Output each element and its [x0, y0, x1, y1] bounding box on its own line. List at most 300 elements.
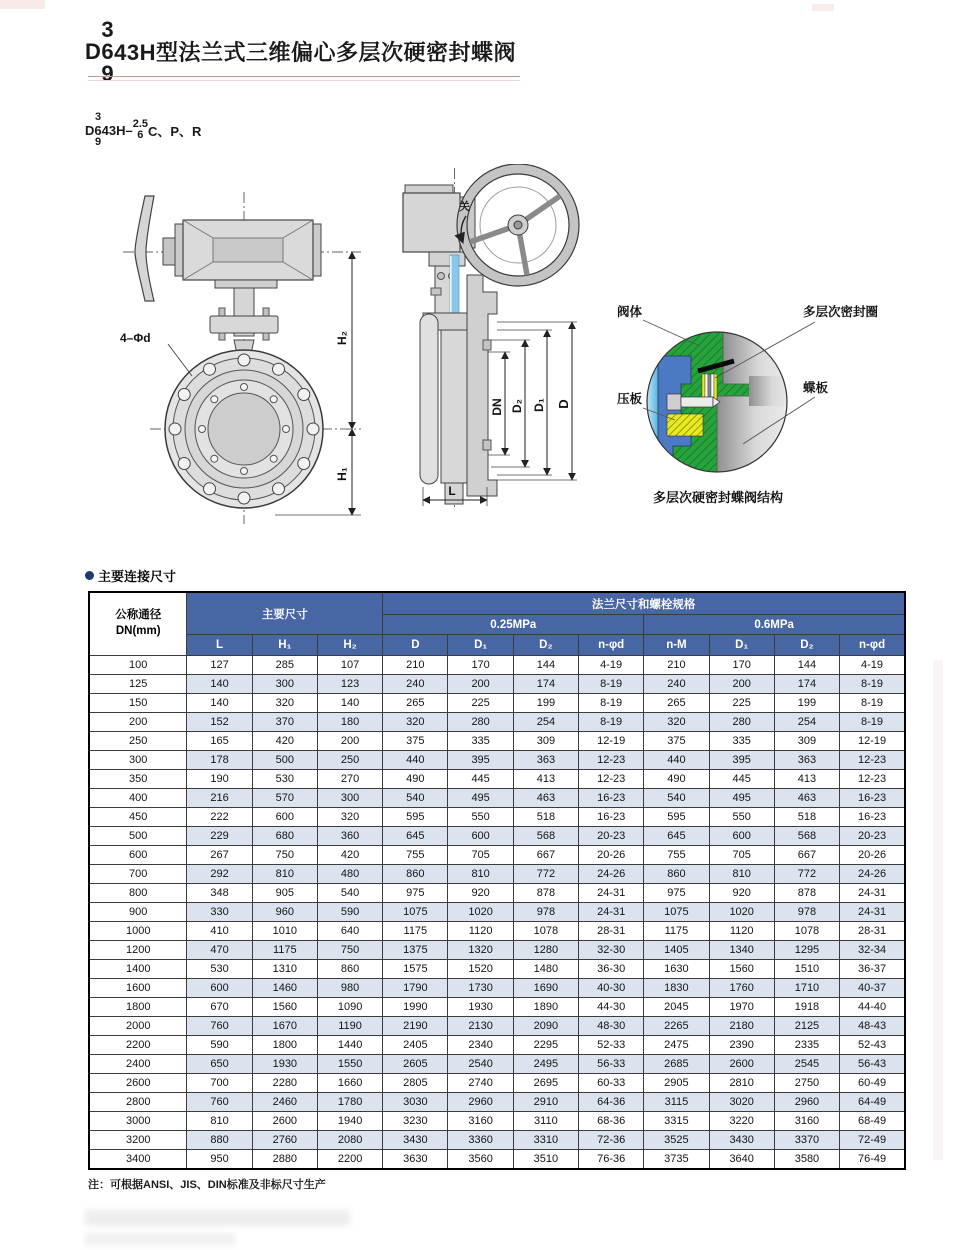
dimension-cell: 978	[774, 903, 839, 922]
dimension-cell: 8-19	[840, 675, 905, 694]
dimension-cell: 920	[709, 884, 774, 903]
dimension-cell: 568	[774, 827, 839, 846]
dimension-cell: 140	[187, 675, 252, 694]
d1-label: D₁	[532, 398, 546, 412]
pressure-fraction: 2.5 6	[132, 117, 148, 142]
table-row	[89, 941, 905, 960]
dimension-cell: 48-43	[840, 1017, 905, 1036]
dimension-cell: 1120	[709, 922, 774, 941]
dimension-cell: 330	[187, 903, 252, 922]
dimension-cell: 165	[187, 732, 252, 751]
dimension-cell: 413	[774, 770, 839, 789]
dn-cell: 900	[89, 903, 187, 922]
dimension-cell: 570	[252, 789, 317, 808]
dimension-cell: 980	[317, 979, 382, 998]
dimension-cell: 127	[187, 656, 252, 675]
dimension-cell: 3230	[383, 1112, 448, 1131]
dimension-cell: 1800	[252, 1036, 317, 1055]
dimension-cell: 550	[448, 808, 513, 827]
col-nphid-025: n-φd	[579, 635, 644, 656]
col-d2-025: D₂	[513, 635, 578, 656]
dimension-cell: 200	[709, 675, 774, 694]
seat-step	[483, 340, 491, 350]
page-title	[85, 16, 517, 86]
dimension-cell: 52-43	[840, 1036, 905, 1055]
dn-cell: 350	[89, 770, 187, 789]
dimension-cell: 595	[383, 808, 448, 827]
dimension-cell: 480	[317, 865, 382, 884]
dimension-cell: 68-49	[840, 1112, 905, 1131]
dimension-cell: 670	[187, 998, 252, 1017]
dimension-cell: 860	[383, 865, 448, 884]
dimension-cell: 595	[644, 808, 709, 827]
dimension-cell: 395	[709, 751, 774, 770]
dimension-cell: 2905	[644, 1074, 709, 1093]
dimension-cell: 24-26	[840, 865, 905, 884]
dimension-cell: 2810	[709, 1074, 774, 1093]
dimension-cell: 518	[774, 808, 839, 827]
h1-label: H₁	[335, 467, 349, 481]
dimension-cell: 8-19	[840, 694, 905, 713]
seal-detail-drawing	[603, 296, 965, 486]
dimension-cell: 1175	[252, 941, 317, 960]
dimension-cell: 530	[187, 960, 252, 979]
dimension-cell: 2695	[513, 1074, 578, 1093]
dimension-cell: 600	[448, 827, 513, 846]
seal-ring-label: 多层次密封圈	[803, 305, 879, 319]
dimension-cell: 250	[317, 751, 382, 770]
scan-artifact	[933, 660, 943, 1160]
dimension-cell: 348	[187, 884, 252, 903]
dimension-cell: 174	[513, 675, 578, 694]
dn-cell: 2400	[89, 1055, 187, 1074]
dimension-cell: 56-43	[840, 1055, 905, 1074]
dimension-cell: 2750	[774, 1074, 839, 1093]
dimension-cell: 2295	[513, 1036, 578, 1055]
dimension-cell: 370	[252, 713, 317, 732]
dimension-cell: 24-31	[840, 884, 905, 903]
dimension-cell: 600	[709, 827, 774, 846]
dimension-cell: 878	[774, 884, 839, 903]
dimension-cell: 1175	[383, 922, 448, 941]
dimension-cell: 200	[448, 675, 513, 694]
dimension-cell: 760	[187, 1093, 252, 1112]
dimension-cell: 445	[448, 770, 513, 789]
dimension-cell: 1175	[644, 922, 709, 941]
dn-cell: 2200	[89, 1036, 187, 1055]
dimension-cell: 1830	[644, 979, 709, 998]
bolt	[219, 308, 225, 316]
dimension-cell: 750	[317, 941, 382, 960]
dn-label: DN	[490, 398, 504, 416]
dimension-cell: 3630	[383, 1150, 448, 1170]
dimension-cell: 540	[644, 789, 709, 808]
dimension-table	[88, 591, 906, 1170]
table-row	[89, 1093, 905, 1112]
disc-label: 蝶板	[803, 381, 829, 395]
dimension-cell: 8-19	[579, 675, 644, 694]
dimension-cell: 2045	[644, 998, 709, 1017]
dimension-cell: 950	[187, 1150, 252, 1170]
dimension-cell: 1010	[252, 922, 317, 941]
dimension-cell: 667	[774, 846, 839, 865]
dimension-cell: 240	[644, 675, 709, 694]
dimension-cell: 2495	[513, 1055, 578, 1074]
dimension-cell: 174	[774, 675, 839, 694]
dn-cell: 300	[89, 751, 187, 770]
dimension-cell: 470	[187, 941, 252, 960]
dimension-cell: 705	[448, 846, 513, 865]
dimension-cell: 2475	[644, 1036, 709, 1055]
dimension-cell: 420	[252, 732, 317, 751]
gearbox-facet	[213, 238, 283, 262]
table-row	[89, 789, 905, 808]
dimension-cell: 178	[187, 751, 252, 770]
dimension-cell: 320	[644, 713, 709, 732]
dimension-cell: 1670	[252, 1017, 317, 1036]
dimension-cell: 199	[774, 694, 839, 713]
dn-cell: 2800	[89, 1093, 187, 1112]
gearbox-body	[403, 193, 460, 252]
dn-cell: 250	[89, 732, 187, 751]
body-column	[441, 330, 467, 483]
table-row	[89, 770, 905, 789]
dimension-cell: 375	[383, 732, 448, 751]
dimension-cell: 1020	[709, 903, 774, 922]
dimension-cell: 1460	[252, 979, 317, 998]
col-d2-06: D₂	[774, 635, 839, 656]
dimension-cell: 360	[317, 827, 382, 846]
dimension-cell: 216	[187, 789, 252, 808]
dimension-cell: 810	[252, 865, 317, 884]
dimension-cell: 52-33	[579, 1036, 644, 1055]
dimension-cell: 2540	[448, 1055, 513, 1074]
dimension-cell: 2545	[774, 1055, 839, 1074]
dimension-cell: 667	[513, 846, 578, 865]
body-section-profile	[467, 275, 497, 496]
section-title: 主要连接尺寸	[85, 566, 176, 585]
dimension-cell: 3580	[774, 1150, 839, 1170]
dimension-cell: 64-49	[840, 1093, 905, 1112]
dimension-cell: 309	[513, 732, 578, 751]
dimension-cell: 20-26	[840, 846, 905, 865]
dimension-cell: 1078	[774, 922, 839, 941]
d2-label: D₂	[510, 399, 524, 413]
table-row	[89, 979, 905, 998]
dimension-cell: 878	[513, 884, 578, 903]
dimension-cell: 2080	[317, 1131, 382, 1150]
dn-cell: 1600	[89, 979, 187, 998]
dimension-cell: 975	[644, 884, 709, 903]
dimension-cell: 267	[187, 846, 252, 865]
table-row	[89, 1131, 905, 1150]
dimension-cell: 64-36	[579, 1093, 644, 1112]
dimension-cell: 2760	[252, 1131, 317, 1150]
handwheel-hub-center	[514, 221, 522, 229]
dn-cell: 3200	[89, 1131, 187, 1150]
dimension-cell: 2190	[383, 1017, 448, 1036]
dimension-cell: 2460	[252, 1093, 317, 1112]
dimension-cell: 36-30	[579, 960, 644, 979]
table-row	[89, 1055, 905, 1074]
dimension-cell: 8-19	[579, 713, 644, 732]
col-d-025: D	[383, 635, 448, 656]
dimension-cell: 1918	[774, 998, 839, 1017]
dn-cell: 500	[89, 827, 187, 846]
handwheel-profile	[135, 196, 154, 301]
dimension-cell: 190	[187, 770, 252, 789]
dimension-cell: 3640	[709, 1150, 774, 1170]
scan-artifact	[0, 0, 45, 9]
dimension-cell: 107	[317, 656, 382, 675]
dn-cell: 3000	[89, 1112, 187, 1131]
dn-cell: 200	[89, 713, 187, 732]
table-row	[89, 1036, 905, 1055]
dn-cell: 150	[89, 694, 187, 713]
detail-caption: 多层次硬密封蝶阀结构	[652, 490, 783, 505]
dimension-cell: 285	[252, 656, 317, 675]
l-label: L	[448, 484, 456, 498]
dimension-cell: 2685	[644, 1055, 709, 1074]
model-designation: D 3 6 9 43H– 2.5 6 C、P、R	[85, 111, 202, 149]
side-view-drawing	[395, 164, 610, 514]
dimension-cell: 3115	[644, 1093, 709, 1112]
stem-flange	[210, 316, 278, 333]
dimension-cell: 28-31	[579, 922, 644, 941]
dn-cell: 125	[89, 675, 187, 694]
col-h2: H₂	[317, 635, 382, 656]
dimension-cell: 1970	[709, 998, 774, 1017]
dimension-cell: 960	[252, 903, 317, 922]
table-row	[89, 732, 905, 751]
close-direction-label: 关	[459, 201, 470, 213]
dimension-cell: 568	[513, 827, 578, 846]
dimension-cell: 2340	[448, 1036, 513, 1055]
dimension-cell: 500	[252, 751, 317, 770]
dimension-cell: 1510	[774, 960, 839, 979]
col-nphid-06: n-φd	[840, 635, 905, 656]
dimension-cell: 170	[709, 656, 774, 675]
dimension-cell: 540	[383, 789, 448, 808]
col-l: L	[187, 635, 252, 656]
bolt	[219, 333, 225, 340]
dimension-cell: 760	[187, 1017, 252, 1036]
dimension-cell: 300	[317, 789, 382, 808]
dimension-cell: 320	[317, 808, 382, 827]
dimension-cell: 530	[252, 770, 317, 789]
press-plate-label: 压板	[617, 392, 643, 406]
title-separator	[88, 76, 520, 81]
title-suffix: 43H型法兰式三维偏心多层次硬密封蝶阀	[114, 40, 517, 66]
dimension-cell: 880	[187, 1131, 252, 1150]
dimension-cell: 463	[513, 789, 578, 808]
dimension-cell: 495	[448, 789, 513, 808]
dn-cell: 1400	[89, 960, 187, 979]
dimension-cell: 2335	[774, 1036, 839, 1055]
dimension-cell: 3430	[383, 1131, 448, 1150]
dimension-cell: 152	[187, 713, 252, 732]
dimension-cell: 3560	[448, 1150, 513, 1170]
flange-face	[643, 332, 658, 472]
butterfly-disc-section	[717, 322, 795, 476]
dimension-cell: 755	[644, 846, 709, 865]
dimension-cell: 3020	[709, 1093, 774, 1112]
dimension-cell: 1990	[383, 998, 448, 1017]
bolt	[263, 333, 269, 340]
table-row	[89, 694, 905, 713]
dimension-cell: 12-23	[579, 751, 644, 770]
dn-cell: 400	[89, 789, 187, 808]
header-main-dims: 主要尺寸	[187, 592, 383, 635]
dimension-cell: 1940	[317, 1112, 382, 1131]
dimension-cell: 76-36	[579, 1150, 644, 1170]
dimension-cell: 705	[709, 846, 774, 865]
dimension-cell: 1075	[383, 903, 448, 922]
dimension-cell: 1930	[252, 1055, 317, 1074]
dimension-cell: 1375	[383, 941, 448, 960]
bolt	[438, 273, 445, 280]
dimension-cell: 144	[774, 656, 839, 675]
dn-cell: 450	[89, 808, 187, 827]
dimension-cell: 1190	[317, 1017, 382, 1036]
dimension-cell: 280	[448, 713, 513, 732]
dimension-cell: 3525	[644, 1131, 709, 1150]
dimension-cell: 440	[644, 751, 709, 770]
dimension-cell: 540	[317, 884, 382, 903]
dimension-cell: 1405	[644, 941, 709, 960]
gearbox-cap	[405, 185, 453, 193]
dimension-cell: 590	[317, 903, 382, 922]
dimension-cell: 978	[513, 903, 578, 922]
dimension-cell: 309	[774, 732, 839, 751]
dimension-cell: 200	[317, 732, 382, 751]
dimension-cell: 1790	[383, 979, 448, 998]
table-row	[89, 713, 905, 732]
dimension-cell: 144	[513, 656, 578, 675]
dimension-cell: 140	[317, 694, 382, 713]
table-row	[89, 960, 905, 979]
dimension-cell: 700	[187, 1074, 252, 1093]
table-row	[89, 846, 905, 865]
dimension-cell: 12-23	[840, 751, 905, 770]
table-row	[89, 808, 905, 827]
detail-cutaway	[643, 322, 795, 476]
dimension-cell: 12-23	[579, 770, 644, 789]
dimension-cell: 975	[383, 884, 448, 903]
dimension-cell: 1730	[448, 979, 513, 998]
dimension-cell: 265	[644, 694, 709, 713]
dimension-cell: 1340	[709, 941, 774, 960]
dimension-cell: 1560	[252, 998, 317, 1017]
dimension-cell: 2880	[252, 1150, 317, 1170]
dimension-cell: 413	[513, 770, 578, 789]
dimension-cell: 640	[317, 922, 382, 941]
dimension-cell: 210	[383, 656, 448, 675]
dimension-cell: 590	[187, 1036, 252, 1055]
dimension-cell: 1660	[317, 1074, 382, 1093]
dimension-cell: 12-19	[840, 732, 905, 751]
dimension-cell: 240	[383, 675, 448, 694]
scan-artifact	[85, 1210, 350, 1226]
header-dn: 公称通径 DN(mm)	[89, 592, 187, 656]
neck-plate	[429, 252, 465, 266]
dimension-cell: 3430	[709, 1131, 774, 1150]
dimension-cell: 24-26	[579, 865, 644, 884]
dimension-cell: 44-40	[840, 998, 905, 1017]
scan-artifact	[85, 1233, 235, 1246]
col-d1-025: D₁	[448, 635, 513, 656]
dimension-cell: 16-23	[840, 808, 905, 827]
dimension-cell: 1020	[448, 903, 513, 922]
dimension-cell: 1120	[448, 922, 513, 941]
table-row	[89, 922, 905, 941]
dimension-cell: 2960	[774, 1093, 839, 1112]
dimension-cell: 600	[252, 808, 317, 827]
dn-cell: 3400	[89, 1150, 187, 1170]
dimension-cell: 76-49	[840, 1150, 905, 1170]
dimension-cell: 860	[644, 865, 709, 884]
dimension-cell: 16-23	[840, 789, 905, 808]
dimension-cell: 4-19	[579, 656, 644, 675]
col-h1: H₁	[252, 635, 317, 656]
dimension-cell: 68-36	[579, 1112, 644, 1131]
dimension-cell: 16-23	[579, 789, 644, 808]
dimension-cell: 3735	[644, 1150, 709, 1170]
dimension-cell: 8-19	[579, 694, 644, 713]
dimension-cell: 265	[383, 694, 448, 713]
dimension-cell: 32-30	[579, 941, 644, 960]
gearbox-base	[215, 280, 277, 288]
dimension-cell: 1890	[513, 998, 578, 1017]
dimension-cell: 28-31	[840, 922, 905, 941]
header-flange-specs: 法兰尺寸和螺栓规格	[383, 592, 905, 615]
dimension-cell: 222	[187, 808, 252, 827]
dimension-cell: 1760	[709, 979, 774, 998]
h2-label: H₂	[335, 331, 349, 345]
dimension-cell: 1440	[317, 1036, 382, 1055]
dimension-cell: 550	[709, 808, 774, 827]
table-row	[89, 827, 905, 846]
dimension-cell: 8-19	[840, 713, 905, 732]
bolt	[263, 308, 269, 316]
dimension-cell: 36-37	[840, 960, 905, 979]
table-row	[89, 884, 905, 903]
dn-cell: 600	[89, 846, 187, 865]
dimension-cell: 1930	[448, 998, 513, 1017]
dimension-cell: 1320	[448, 941, 513, 960]
disc-face	[208, 393, 280, 465]
dimension-cell: 810	[187, 1112, 252, 1131]
dimension-cell: 225	[448, 694, 513, 713]
dimension-cell: 3160	[448, 1112, 513, 1131]
dimension-cell: 320	[252, 694, 317, 713]
dimension-cell: 772	[513, 865, 578, 884]
dimension-cell: 24-31	[579, 903, 644, 922]
dimension-cell: 495	[709, 789, 774, 808]
table-row	[89, 1150, 905, 1170]
dimension-cell: 16-23	[579, 808, 644, 827]
dimension-cell: 772	[774, 865, 839, 884]
dimension-cell: 60-33	[579, 1074, 644, 1093]
dimension-cell: 1480	[513, 960, 578, 979]
dimension-cell: 1575	[383, 960, 448, 979]
dimension-cell: 1690	[513, 979, 578, 998]
dimension-cell: 810	[709, 865, 774, 884]
title-model-stack: 3 6 9	[101, 16, 115, 86]
dimension-cell: 1550	[317, 1055, 382, 1074]
dimension-cell: 270	[317, 770, 382, 789]
dimension-cell: 20-23	[579, 827, 644, 846]
